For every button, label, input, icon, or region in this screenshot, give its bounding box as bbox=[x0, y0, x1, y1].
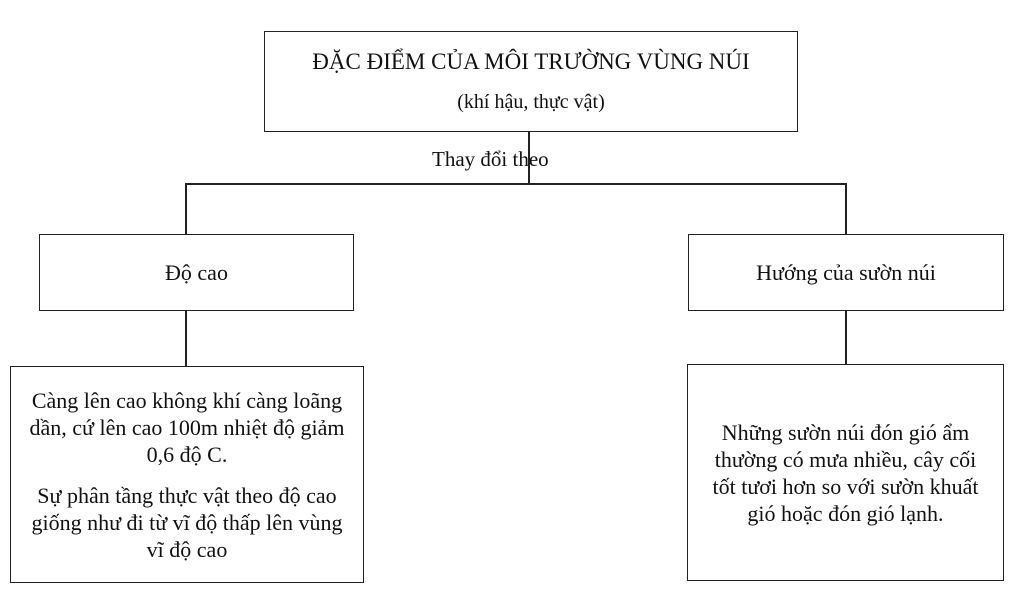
horizontal-branch-line bbox=[185, 183, 846, 185]
title-box bbox=[264, 31, 798, 132]
title-main-text: ĐẶC ĐIỂM CỦA MÔI TRƯỜNG VÙNG NÚI bbox=[312, 49, 750, 74]
right-drop-line bbox=[845, 183, 847, 234]
description-slope-direction: Những sườn núi đón gió ẩm thường có mưa nhiều, cây cối tốt tươi hơn so với sườn khuất gió hoặc đón gió lạnh. bbox=[712, 419, 979, 526]
connector-label: Thay đổi theo bbox=[432, 147, 549, 171]
description-box-altitude bbox=[10, 366, 364, 583]
title-sub-text: (khí hậu, thực vật) bbox=[457, 91, 605, 113]
description-altitude-vegetation: Sự phân tầng thực vật theo độ cao giống như đi từ vĩ độ thấp lên vùng vĩ độ cao bbox=[31, 482, 343, 562]
branch-box-slope-direction bbox=[688, 234, 1004, 311]
left-drop-line bbox=[185, 183, 187, 234]
branch-box-altitude bbox=[39, 234, 354, 311]
branch-label-slope-direction: Hướng của sườn núi bbox=[756, 259, 936, 285]
left-lower-line bbox=[185, 311, 187, 366]
description-altitude-air: Càng lên cao không khí càng loãng dần, cứ lên cao 100m nhiệt độ giảm 0,6 độ C. bbox=[29, 387, 345, 467]
right-lower-line bbox=[845, 311, 847, 364]
description-box-slope-direction bbox=[687, 364, 1004, 581]
branch-label-altitude: Độ cao bbox=[165, 259, 228, 285]
